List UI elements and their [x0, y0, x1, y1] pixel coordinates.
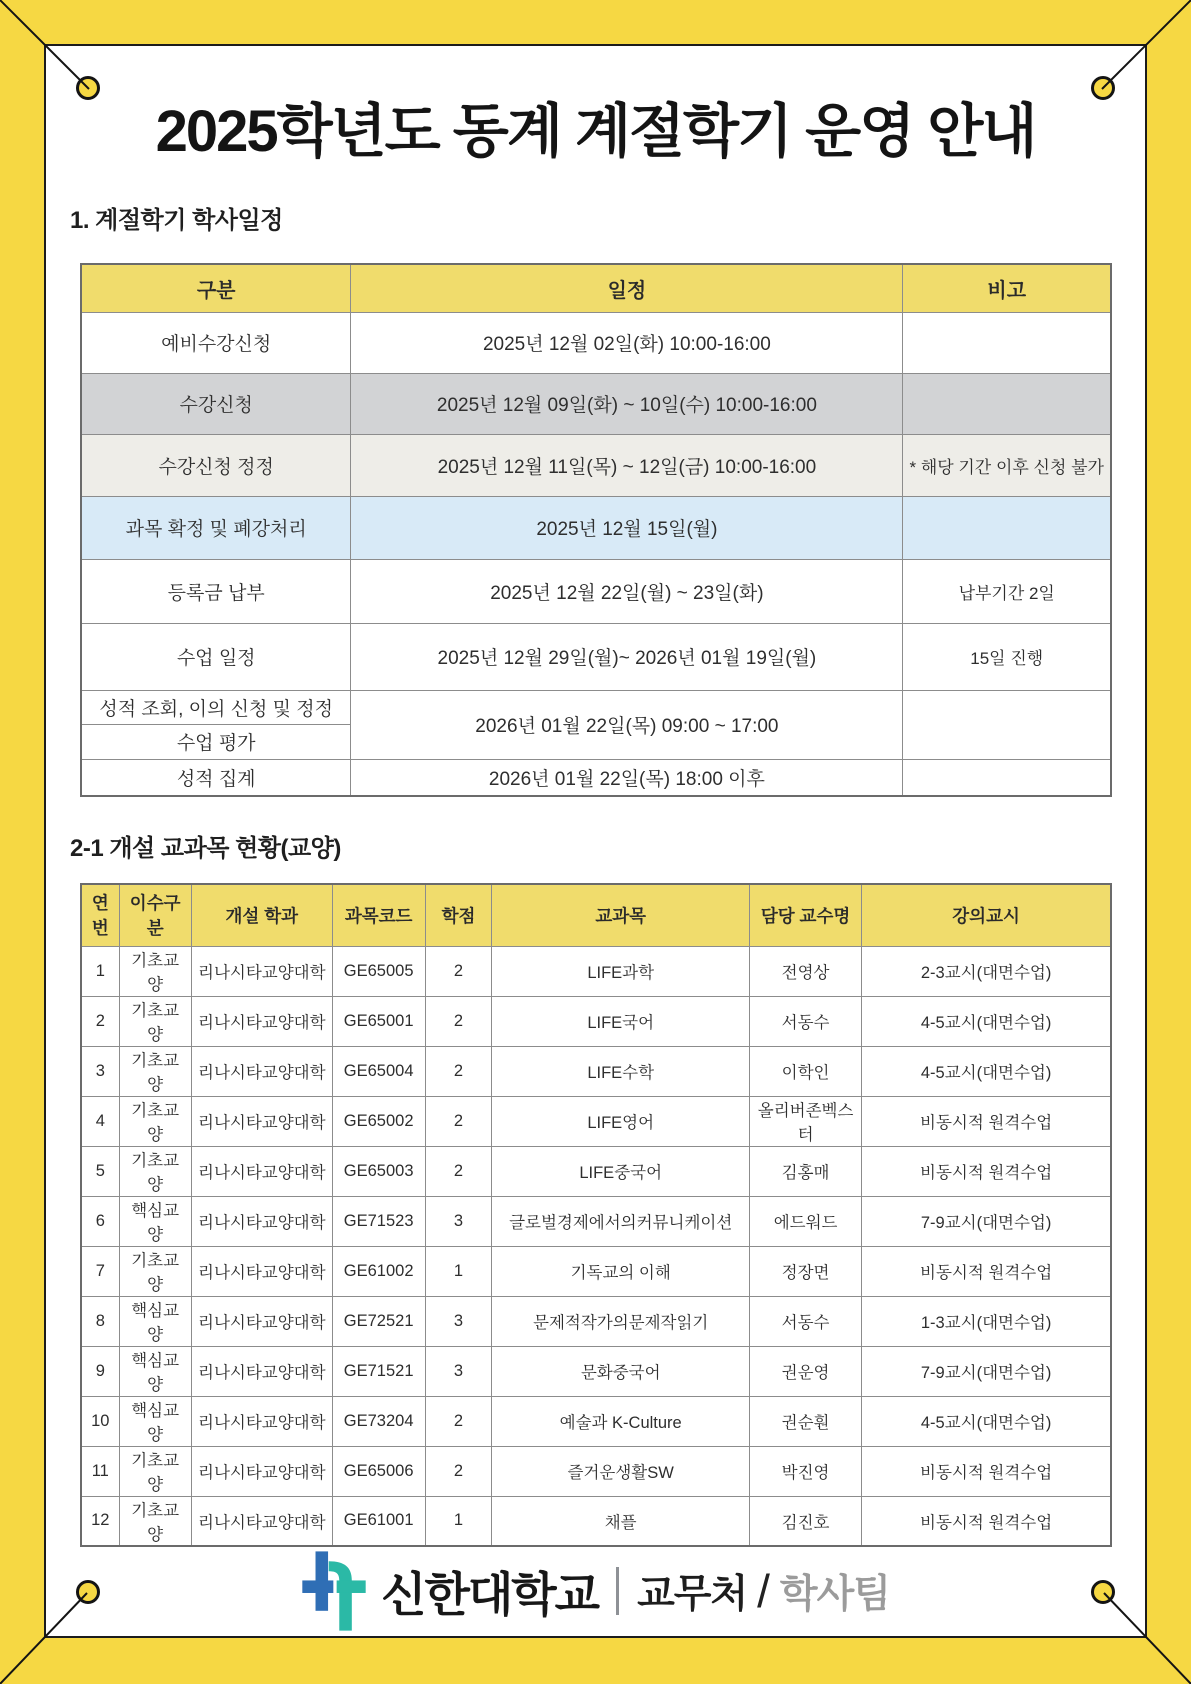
courses-header-cell: 강의교시 [862, 884, 1111, 946]
schedule-remark-cell [903, 312, 1111, 373]
course-type-cell: 기초교양 [119, 1096, 191, 1146]
course-row [81, 1296, 1111, 1346]
course-dept-cell: 리나시타교양대학 [191, 1246, 332, 1296]
course-dept-cell: 리나시타교양대학 [191, 1396, 332, 1446]
course-credit-cell: 3 [425, 1196, 492, 1246]
course-no-cell: 12 [81, 1496, 119, 1546]
course-dept-cell: 리나시타교양대학 [191, 1446, 332, 1496]
course-name-cell: 채플 [492, 1496, 750, 1546]
course-name-cell: LIFE영어 [492, 1096, 750, 1146]
schedule-category-cell: 과목 확정 및 폐강처리 [81, 496, 351, 559]
course-code-cell: GE61002 [332, 1246, 425, 1296]
course-no-cell: 9 [81, 1346, 119, 1396]
course-code-cell: GE65002 [332, 1096, 425, 1146]
course-code-cell: GE71521 [332, 1346, 425, 1396]
university-name: 신한대학교 [381, 1567, 599, 1621]
course-type-cell: 기초교양 [119, 1046, 191, 1096]
course-time-cell: 4-5교시(대면수업) [862, 996, 1111, 1046]
course-professor-cell: 이학인 [749, 1046, 861, 1096]
course-name-cell: 즐거운생활SW [492, 1446, 750, 1496]
schedule-row [81, 690, 1111, 724]
courses-header-cell: 개설 학과 [191, 884, 332, 946]
course-type-cell: 기초교양 [119, 1246, 191, 1296]
course-dept-cell: 리나시타교양대학 [191, 1496, 332, 1546]
courses-header-cell: 과목코드 [332, 884, 425, 946]
courses-header-cell: 교과목 [492, 884, 750, 946]
course-code-cell: GE65005 [332, 946, 425, 996]
course-no-cell: 11 [81, 1446, 119, 1496]
course-type-cell: 기초교양 [119, 1496, 191, 1546]
course-dept-cell: 리나시타교양대학 [191, 1346, 332, 1396]
course-dept-cell: 리나시타교양대학 [191, 1196, 332, 1246]
course-type-cell: 핵심교양 [119, 1196, 191, 1246]
pushpin-bottom-left-icon [76, 1580, 100, 1604]
schedule-row [81, 496, 1111, 559]
course-name-cell: LIFE중국어 [492, 1146, 750, 1196]
schedule-date-cell: 2025년 12월 11일(목) ~ 12일(금) 10:00-16:00 [351, 434, 903, 496]
course-row [81, 1046, 1111, 1096]
schedule-category-cell: 성적 집계 [81, 759, 351, 796]
schedule-date-cell: 2025년 12월 29일(월)~ 2026년 01월 19일(월) [351, 623, 903, 690]
course-name-cell: 문제적작가의문제작읽기 [492, 1296, 750, 1346]
course-row [81, 946, 1111, 996]
schedule-category-cell: 수업 평가 [81, 724, 351, 759]
course-credit-cell: 3 [425, 1346, 492, 1396]
course-name-cell: 기독교의 이해 [492, 1246, 750, 1296]
course-credit-cell: 2 [425, 1046, 492, 1096]
schedule-remark-cell: 15일 진행 [903, 623, 1111, 690]
schedule-category-cell: 성적 조회, 이의 신청 및 정정 [81, 690, 351, 724]
course-row [81, 1396, 1111, 1446]
course-row [81, 1146, 1111, 1196]
schedule-header-cell: 비고 [903, 264, 1111, 312]
course-professor-cell: 김진호 [749, 1496, 861, 1546]
footer-divider [616, 1567, 619, 1615]
course-professor-cell: 정장면 [749, 1246, 861, 1296]
course-credit-cell: 2 [425, 1396, 492, 1446]
footer [0, 1548, 1191, 1634]
footer-slash: / [757, 1565, 770, 1617]
course-credit-cell: 1 [425, 1496, 492, 1546]
course-credit-cell: 1 [425, 1246, 492, 1296]
course-time-cell: 1-3교시(대면수업) [862, 1296, 1111, 1346]
schedule-category-cell: 예비수강신청 [81, 312, 351, 373]
course-type-cell: 핵심교양 [119, 1396, 191, 1446]
courses-header-cell: 담당 교수명 [749, 884, 861, 946]
course-row [81, 1096, 1111, 1146]
course-time-cell: 7-9교시(대면수업) [862, 1346, 1111, 1396]
course-time-cell: 비동시적 원격수업 [862, 1146, 1111, 1196]
pushpin-top-left-icon [76, 76, 100, 100]
department-name: 교무처 [637, 1573, 748, 1616]
course-time-cell: 비동시적 원격수업 [862, 1246, 1111, 1296]
schedule-date-cell: 2026년 01월 22일(목) 09:00 ~ 17:00 [351, 690, 903, 759]
course-code-cell: GE65001 [332, 996, 425, 1046]
course-name-cell: LIFE과학 [492, 946, 750, 996]
course-code-cell: GE65006 [332, 1446, 425, 1496]
course-time-cell: 7-9교시(대면수업) [862, 1196, 1111, 1246]
schedule-row [81, 373, 1111, 434]
course-time-cell: 4-5교시(대면수업) [862, 1396, 1111, 1446]
course-type-cell: 핵심교양 [119, 1346, 191, 1396]
course-professor-cell: 권순훤 [749, 1396, 861, 1446]
course-type-cell: 기초교양 [119, 1146, 191, 1196]
course-professor-cell: 에드워드 [749, 1196, 861, 1246]
schedule-date-cell: 2025년 12월 22일(월) ~ 23일(화) [351, 559, 903, 623]
course-no-cell: 10 [81, 1396, 119, 1446]
course-dept-cell: 리나시타교양대학 [191, 1296, 332, 1346]
schedule-category-cell: 수업 일정 [81, 623, 351, 690]
course-row [81, 1496, 1111, 1546]
schedule-date-cell: 2025년 12월 02일(화) 10:00-16:00 [351, 312, 903, 373]
schedule-remark-cell [903, 759, 1111, 796]
course-credit-cell: 3 [425, 1296, 492, 1346]
schedule-row [81, 559, 1111, 623]
course-type-cell: 기초교양 [119, 1446, 191, 1496]
course-time-cell: 비동시적 원격수업 [862, 1446, 1111, 1496]
schedule-row [81, 623, 1111, 690]
course-professor-cell: 전영상 [749, 946, 861, 996]
course-no-cell: 6 [81, 1196, 119, 1246]
course-name-cell: LIFE국어 [492, 996, 750, 1046]
course-time-cell: 2-3교시(대면수업) [862, 946, 1111, 996]
course-time-cell: 비동시적 원격수업 [862, 1496, 1111, 1546]
course-credit-cell: 2 [425, 946, 492, 996]
schedule-row [81, 434, 1111, 496]
course-code-cell: GE71523 [332, 1196, 425, 1246]
course-time-cell: 4-5교시(대면수업) [862, 1046, 1111, 1096]
courses-header-cell: 학점 [425, 884, 492, 946]
schedule-remark-cell [903, 496, 1111, 559]
course-name-cell: LIFE수학 [492, 1046, 750, 1096]
course-no-cell: 2 [81, 996, 119, 1046]
university-logo-icon [301, 1550, 367, 1632]
courses-header-row [81, 884, 1111, 946]
course-code-cell: GE61001 [332, 1496, 425, 1546]
pushpin-top-right-icon [1091, 76, 1115, 100]
course-no-cell: 1 [81, 946, 119, 996]
courses-table [80, 883, 1112, 1547]
schedule-remark-cell: 납부기간 2일 [903, 559, 1111, 623]
schedule-row [81, 312, 1111, 373]
course-professor-cell: 김홍매 [749, 1146, 861, 1196]
schedule-header-cell: 일정 [351, 264, 903, 312]
schedule-category-cell: 수강신청 [81, 373, 351, 434]
course-code-cell: GE72521 [332, 1296, 425, 1346]
course-code-cell: GE65003 [332, 1146, 425, 1196]
course-no-cell: 4 [81, 1096, 119, 1146]
course-type-cell: 핵심교양 [119, 1296, 191, 1346]
schedule-category-cell: 등록금 납부 [81, 559, 351, 623]
schedule-remark-cell [903, 373, 1111, 434]
schedule-date-cell: 2025년 12월 09일(화) ~ 10일(수) 10:00-16:00 [351, 373, 903, 434]
course-credit-cell: 2 [425, 1096, 492, 1146]
course-dept-cell: 리나시타교양대학 [191, 1096, 332, 1146]
course-type-cell: 기초교양 [119, 996, 191, 1046]
course-time-cell: 비동시적 원격수업 [862, 1096, 1111, 1146]
course-professor-cell: 올리버존벡스터 [749, 1096, 861, 1146]
team-name: 학사팀 [779, 1573, 890, 1616]
schedule-category-cell: 수강신청 정정 [81, 434, 351, 496]
course-dept-cell: 리나시타교양대학 [191, 946, 332, 996]
course-name-cell: 글로벌경제에서의커뮤니케이션 [492, 1196, 750, 1246]
course-row [81, 1346, 1111, 1396]
course-no-cell: 3 [81, 1046, 119, 1096]
course-type-cell: 기초교양 [119, 946, 191, 996]
schedule-table [80, 263, 1112, 797]
course-professor-cell: 서동수 [749, 996, 861, 1046]
schedule-remark-cell [903, 690, 1111, 759]
course-row [81, 996, 1111, 1046]
course-professor-cell: 권운영 [749, 1346, 861, 1396]
course-no-cell: 5 [81, 1146, 119, 1196]
course-code-cell: GE73204 [332, 1396, 425, 1446]
schedule-date-cell: 2025년 12월 15일(월) [351, 496, 903, 559]
schedule-row [81, 759, 1111, 796]
courses-header-cell: 이수구분 [119, 884, 191, 946]
course-dept-cell: 리나시타교양대학 [191, 1046, 332, 1096]
schedule-date-cell: 2026년 01월 22일(목) 18:00 이후 [351, 759, 903, 796]
section1-heading: 1. 계절학기 학사일정 [70, 207, 283, 234]
course-professor-cell: 박진영 [749, 1446, 861, 1496]
course-row [81, 1246, 1111, 1296]
course-credit-cell: 2 [425, 1446, 492, 1496]
course-no-cell: 7 [81, 1246, 119, 1296]
course-name-cell: 예술과 K-Culture [492, 1396, 750, 1446]
course-professor-cell: 서동수 [749, 1296, 861, 1346]
course-credit-cell: 2 [425, 1146, 492, 1196]
course-dept-cell: 리나시타교양대학 [191, 996, 332, 1046]
course-credit-cell: 2 [425, 996, 492, 1046]
course-row [81, 1196, 1111, 1246]
course-code-cell: GE65004 [332, 1046, 425, 1096]
pushpin-bottom-right-icon [1091, 1580, 1115, 1604]
schedule-header-cell: 구분 [81, 264, 351, 312]
courses-header-cell: 연번 [81, 884, 119, 946]
schedule-remark-cell: * 해당 기간 이후 신청 불가 [903, 434, 1111, 496]
course-name-cell: 문화중국어 [492, 1346, 750, 1396]
course-no-cell: 8 [81, 1296, 119, 1346]
page-title: 2025학년도 동계 계절학기 운영 안내 [155, 99, 1036, 164]
schedule-header-row [81, 264, 1111, 312]
course-dept-cell: 리나시타교양대학 [191, 1146, 332, 1196]
section2-heading: 2-1 개설 교과목 현황(교양) [70, 835, 341, 862]
course-row [81, 1446, 1111, 1496]
